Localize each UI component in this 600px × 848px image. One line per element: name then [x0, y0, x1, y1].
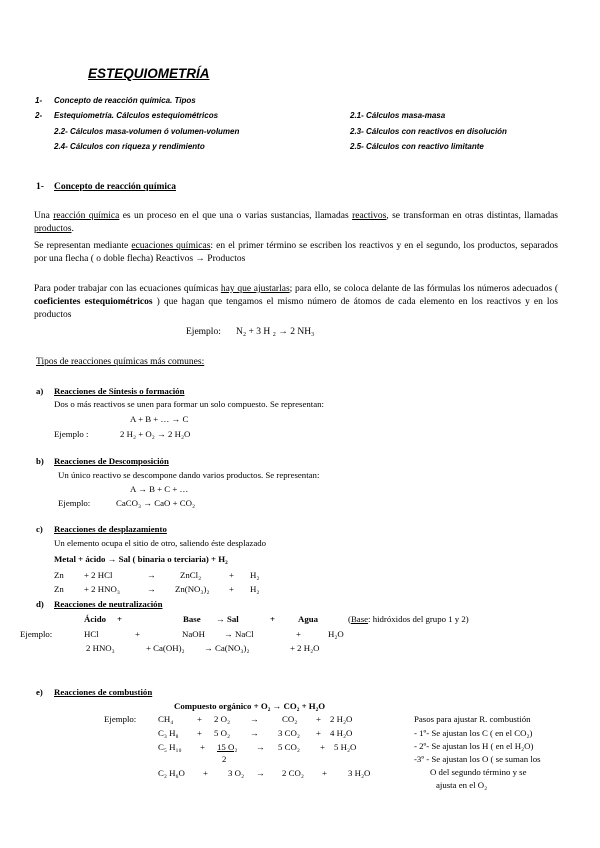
step-1: - 1º- Se ajustan los C ( en el CO₂) — [414, 728, 533, 738]
toc-item-2-2: 2.2- Cálculos masa-volumen ó volumen-volumen — [54, 127, 240, 136]
paragraph-definition: Una reacción química es un proceso en el que una o varias sustancias, llamadas reactivos, se transforman en otras distintas, llamadas productos. — [34, 211, 558, 234]
step-3-cont-2: ajusta en el O₂ — [436, 780, 488, 790]
step-2: - 2º- Se ajustan los H ( en el H₂O) — [414, 741, 534, 751]
type-b-desc: Un único reactivo se descompone dando varios productos. Se representan: — [58, 470, 320, 480]
type-b-example: CaCO₃ → CaO + CO₂ — [116, 498, 196, 508]
type-c-label: c) — [36, 524, 43, 534]
toc-item-1: Concepto de reacción química. Tipos — [54, 96, 196, 105]
type-e-title: Reacciones de combustión — [54, 687, 153, 697]
type-d-label: d) — [36, 599, 44, 609]
type-c-general: Metal + ácido → Sal ( binaria o terciaria) + H₂ — [54, 554, 228, 564]
toc-item-2-5: 2.5- Cálculos con reactivo limitante — [350, 142, 484, 151]
type-a-title: Reacciones de Síntesis o formación — [54, 386, 185, 396]
type-c-desc: Un elemento ocupa el sitio de otro, saliendo éste desplazado — [54, 538, 267, 548]
toc-item-2: Estequiometría. Cálculos estequiométricos — [54, 111, 219, 120]
steps-title: Pasos para ajustar R. combustión — [414, 714, 531, 724]
type-a-example-label: Ejemplo : — [54, 429, 89, 439]
page-title: ESTEQUIOMETRÍA — [88, 66, 210, 81]
type-d-title: Reacciones de neutralización — [54, 599, 163, 609]
toc-item-2-4: 2.4- Cálculos con riqueza y rendimiento — [54, 142, 205, 151]
type-a-general: A + B + … → C — [130, 414, 189, 424]
type-b-title: Reacciones de Descomposición — [54, 456, 169, 466]
type-b-general: A → B + C + … — [130, 484, 189, 494]
toc-num-2: 2- — [35, 111, 43, 120]
step-3: -3º - Se ajustan los O ( se suman los — [414, 754, 541, 764]
type-b-example-label: Ejemplo: — [58, 498, 91, 508]
type-e-general: Compuesto orgánico + O₂ → CO₂ + H₂O — [174, 701, 326, 711]
toc-item-2-3: 2.3- Cálculos con reactivos en disolución — [350, 127, 507, 136]
type-c-title: Reacciones de desplazamiento — [54, 524, 167, 534]
toc-num-1: 1- — [35, 96, 43, 105]
type-a-desc: Dos o más reactivos se unen para formar un solo compuesto. Se representan: — [54, 399, 324, 409]
type-d-note: (Base: hidróxidos del grupo 1 y 2) — [348, 614, 469, 624]
section-number: 1- — [36, 182, 44, 192]
type-d-example-label: Ejemplo: — [20, 629, 53, 639]
type-a-label: a) — [36, 386, 44, 396]
fraction-denominator: 2 — [222, 754, 227, 764]
type-e-example-label: Ejemplo: — [104, 714, 137, 724]
section-heading: Concepto de reacción química — [54, 182, 176, 192]
paragraph-balancing: Para poder trabajar con las ecuaciones químicas hay que ajustarlas; para ello, se coloca delante de las fórmulas los números adecuados ( coeficientes estequiométricos ) que hagan que tengamos el mismo número de átomos de cada elemento en los reactivos y en los productos — [34, 284, 559, 320]
example-label: Ejemplo: — [186, 327, 221, 337]
step-3-cont: O del segundo término y se — [430, 767, 527, 777]
types-heading: Tipos de reacciones químicas más comunes: — [36, 357, 205, 367]
type-e-label: e) — [36, 687, 43, 697]
type-b-label: b) — [36, 456, 44, 466]
type-a-example: 2 H₂ + O₂ → 2 H₂O — [120, 429, 191, 439]
toc-item-2-1: 2.1- Cálculos masa-masa — [350, 111, 446, 120]
paragraph-equations: Se representan mediante ecuaciones químicas: en el primer término se escriben los reactivos y en el segundo, los productos, separados por una flecha ( o doble flecha) Reactivos → Productos — [34, 241, 558, 264]
example-equation: N₂ + 3 H ₂ → 2 NH₃ — [236, 327, 315, 337]
